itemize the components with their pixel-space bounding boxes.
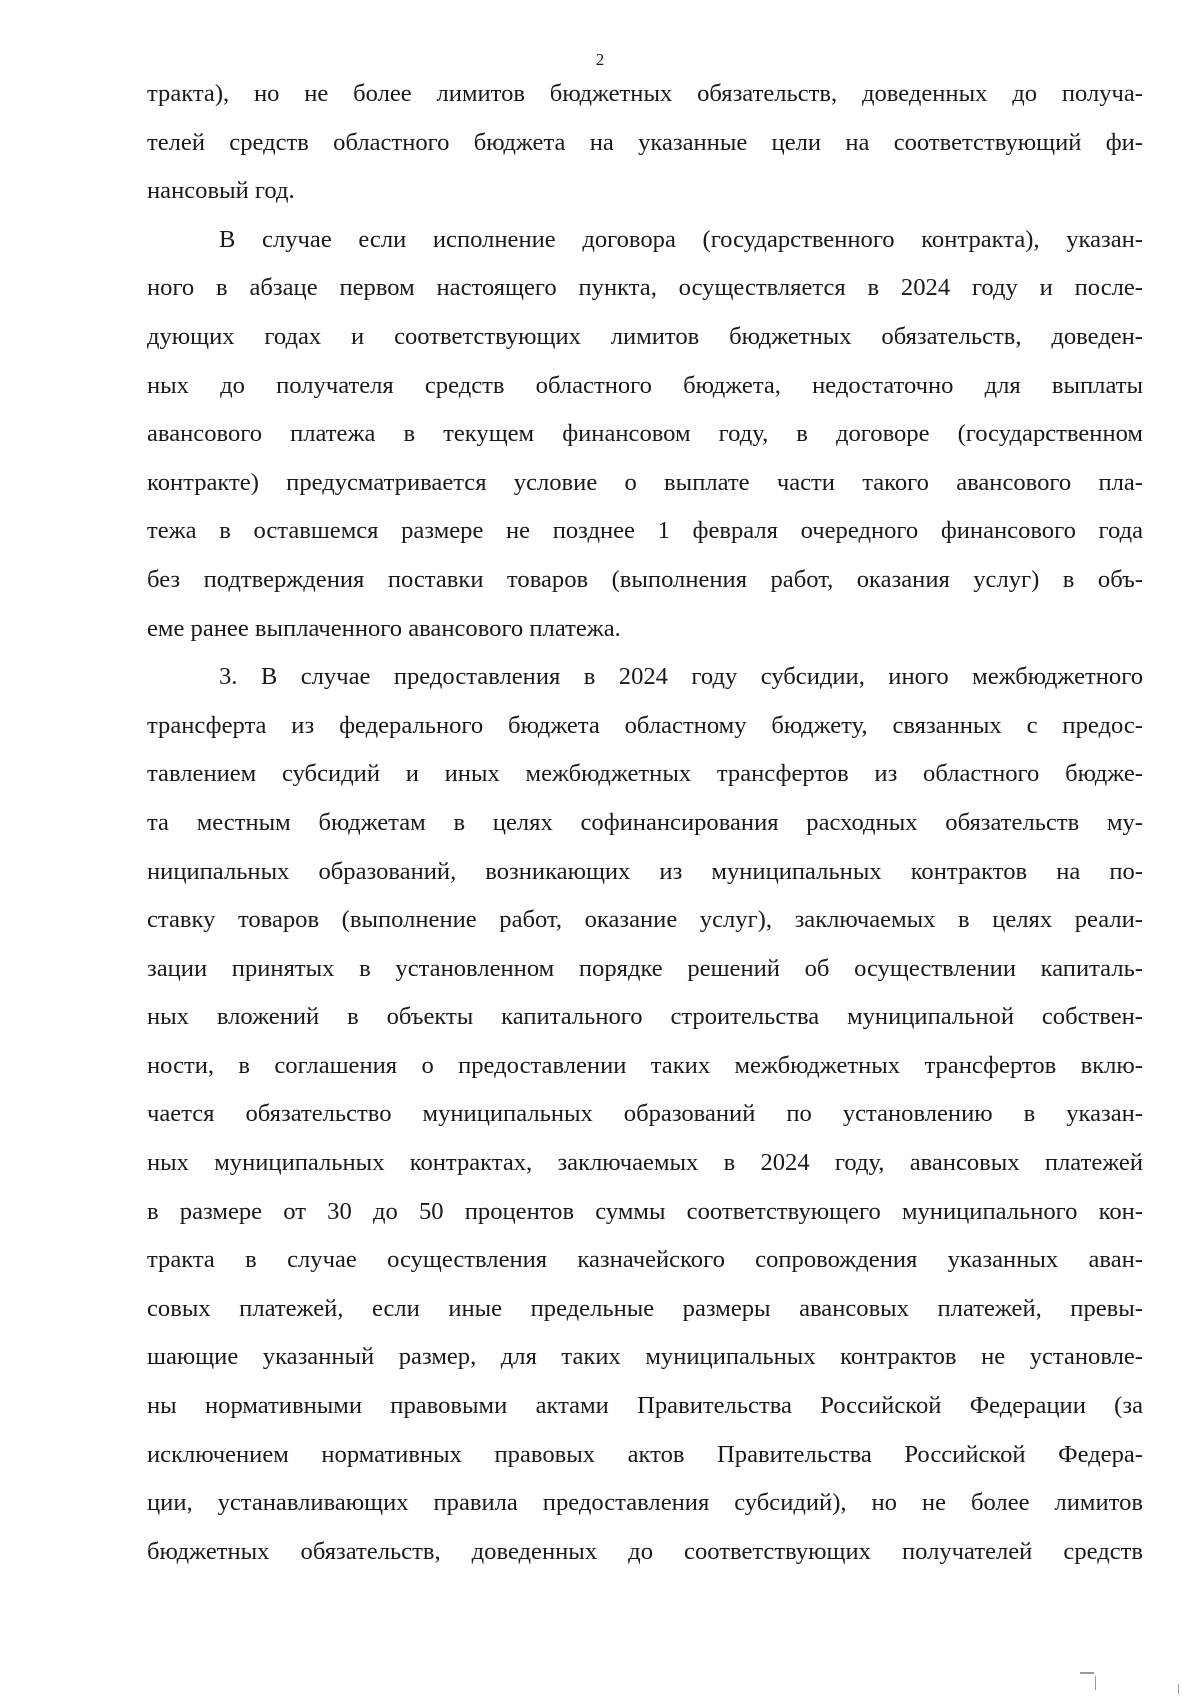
text-line: тракта в случае осуществления казначейского сопровождения указанных аван- bbox=[147, 1246, 1143, 1274]
text-line: ных вложений в объекты капитального строительства муниципальной собствен- bbox=[147, 1003, 1143, 1031]
text-line: трансферта из федерального бюджета областному бюджету, связанных с предос- bbox=[147, 711, 1143, 739]
text-line: еме ранее выплаченного авансового платежа. bbox=[147, 614, 621, 642]
text-line: бюджетных обязательств, доведенных до соответствующих получателей средств bbox=[147, 1537, 1143, 1565]
text-line: чается обязательство муниципальных образований по установлению в указан- bbox=[147, 1100, 1143, 1128]
text-line: тавлением субсидий и иных межбюджетных трансфертов из областного бюдже- bbox=[147, 760, 1143, 788]
text-line: ных муниципальных контрактах, заключаемых в 2024 году, авансовых платежей bbox=[147, 1149, 1143, 1177]
text-line: ны нормативными правовыми актами Правительства Российской Федерации (за bbox=[147, 1392, 1143, 1420]
text-line: тежа в оставшемся размере не позднее 1 февраля очередного финансового года bbox=[147, 517, 1143, 545]
text-line: ных до получателя средств областного бюджета, недостаточно для выплаты bbox=[147, 371, 1143, 399]
page-number: 2 bbox=[595, 50, 605, 69]
text-line: ниципальных образований, возникающих из муниципальных контрактов на по- bbox=[147, 857, 1143, 885]
scan-artifact bbox=[1080, 1672, 1094, 1674]
text-line: авансового платежа в текущем финансовом году, в договоре (государственном bbox=[147, 420, 1143, 448]
text-line: зации принятых в установленном порядке решений об осуществлении капиталь- bbox=[147, 954, 1143, 982]
text-line: В случае если исполнение договора (государственного контракта), указан- bbox=[219, 225, 1143, 253]
text-line: в размере от 30 до 50 процентов суммы соответствующего муниципального кон- bbox=[147, 1197, 1143, 1225]
text-line: дующих годах и соответствующих лимитов бюджетных обязательств, доведен- bbox=[147, 322, 1143, 350]
text-line: телей средств областного бюджета на указанные цели на соответствующий фи- bbox=[147, 128, 1143, 156]
text-line: контракте) предусматривается условие о выплате части такого авансового пла- bbox=[147, 468, 1143, 496]
document-body bbox=[147, 70, 1143, 1576]
text-line: ного в абзаце первом настоящего пункта, осуществляется в 2024 году и после- bbox=[147, 274, 1143, 302]
text-line: без подтверждения поставки товаров (выполнения работ, оказания услуг) в объ- bbox=[147, 565, 1143, 593]
text-line: тракта), но не более лимитов бюджетных обязательств, доведенных до получа- bbox=[147, 80, 1143, 107]
text-line: нансовый год. bbox=[147, 177, 295, 205]
text-line: ставку товаров (выполнение работ, оказание услуг), заключаемых в целях реали- bbox=[147, 906, 1143, 934]
text-line: 3. В случае предоставления в 2024 году субсидии, иного межбюджетного bbox=[219, 663, 1143, 691]
scan-artifact bbox=[1178, 1684, 1179, 1694]
text-line: ции, устанавливающих правила предоставления субсидий), но не более лимитов bbox=[147, 1489, 1143, 1517]
text-line: исключением нормативных правовых актов Правительства Российской Федера- bbox=[147, 1440, 1143, 1468]
text-line: та местным бюджетам в целях софинансирования расходных обязательств му- bbox=[147, 808, 1143, 836]
text-line: ности, в соглашения о предоставлении таких межбюджетных трансфертов вклю- bbox=[147, 1051, 1143, 1079]
text-line: совых платежей, если иные предельные размеры авансовых платежей, превы- bbox=[147, 1294, 1143, 1322]
scan-artifact bbox=[1095, 1676, 1096, 1690]
text-line: шающие указанный размер, для таких муниципальных контрактов не установле- bbox=[147, 1343, 1143, 1371]
